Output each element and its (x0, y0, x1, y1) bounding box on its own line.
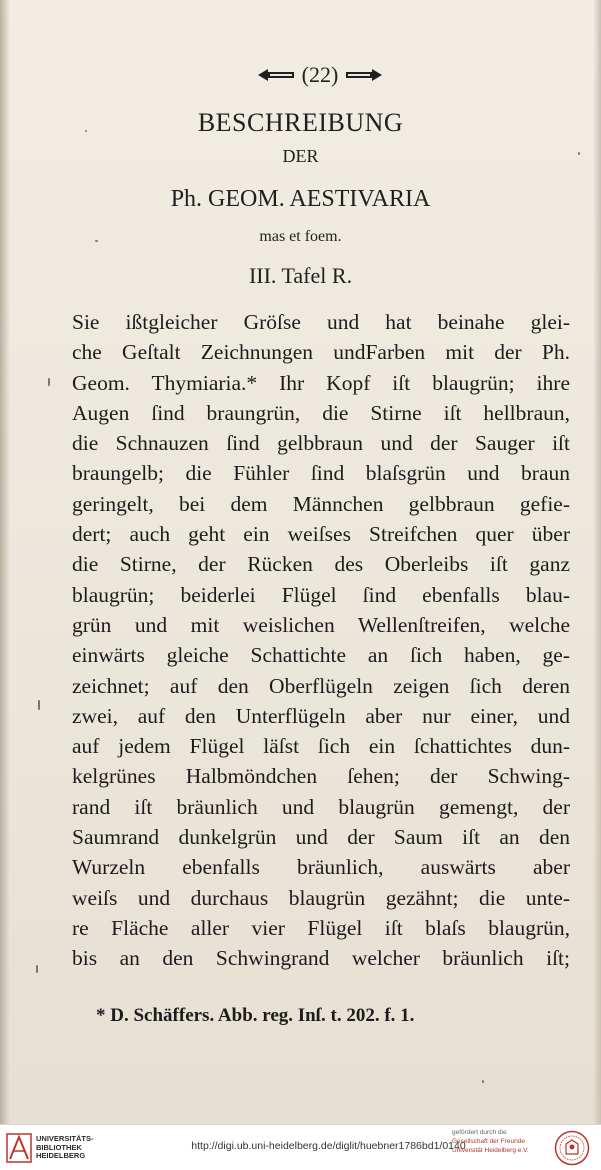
spine-shadow (0, 0, 10, 1124)
sponsor-label: gefördert durch die (452, 1129, 507, 1136)
text-line: zwei, auf den Unterflügeln aber nur einer, und (72, 703, 570, 728)
text-line: che Geſtalt Zeichnungen undFarben mit der Ph. (72, 340, 570, 365)
heading-der: DER (282, 146, 319, 166)
text-line: dert; auch geht ein weiſses Streifchen quer über (72, 522, 570, 547)
text-line: die Stirne, der Rücken des Oberleibs iſt ganz (72, 552, 570, 577)
text-line: zeichnet; auf den Oberflügeln zeigen ſich deren (72, 673, 570, 698)
text-line: Geom. Thymiaria.* Ihr Kopf iſt blaugrün; ihre (72, 370, 570, 395)
text-line: Wurzeln ebenfalls bräunlich, auswärts aber (72, 855, 570, 880)
text-line: geringelt, bei dem Männchen gelbbraun gefie- (72, 491, 570, 516)
text-line: braungelb; die Fühler ſind blaſsgrün und braun (72, 461, 570, 486)
text-line: einwärts gleiche Schattichte an ſich haben, ge- (72, 643, 570, 668)
library-name-line: HEIDELBERG (36, 1151, 86, 1160)
heading-plate: III. Tafel R. (248, 263, 353, 288)
text-line: grün und mit weislichen Wellenſtreifen, welche (72, 612, 570, 637)
text-line: die Schnauzen ſind gelbbraun und der Sauger iſt (72, 431, 570, 456)
hand-pointing-right-icon (256, 67, 296, 83)
page-number-text: (22) (301, 62, 339, 87)
text-line: rand iſt bräunlich und blaugrün gemengt, der (72, 794, 570, 819)
heading-species: Ph. GEOM. AESTIVARIA (170, 186, 431, 212)
footnote: * D. Schäffers. Abb. reg. Inſ. t. 202. f. 1. (96, 1005, 415, 1026)
library-name-line: BIBLIOTHEK (36, 1142, 82, 1152)
page-edge (593, 0, 601, 1124)
university-seal-icon[interactable] (554, 1130, 590, 1166)
text-line: blaugrün; beiderlei Flügel ſind ebenfalls blau- (72, 582, 570, 607)
body-paragraph (72, 307, 570, 974)
viewer-footer (0, 1124, 601, 1170)
text-line: auf jedem Flügel läſst ſich ein ſchattichtes dun- (72, 734, 570, 759)
sponsor-org-line1: Gesellschaft der Freunde (452, 1138, 525, 1145)
heading-title: BESCHREIBUNG (197, 108, 404, 137)
text-line: bis an den Schwingrand welcher bräunlich iſt; (72, 946, 570, 971)
page-number (240, 60, 400, 90)
text-line: Augen ſind braungrün, die Stirne iſt hellbraun, (72, 400, 570, 425)
text-line: kelgrünes Halbmöndchen ſehen; der Schwing- (72, 764, 570, 789)
sponsor-block[interactable] (452, 1128, 529, 1155)
text-line: Sie ißtgleicher Gröſse und hat beinahe glei- (72, 310, 570, 334)
text-line: Saumrand dunkelgrün und der Saum iſt an den (72, 825, 570, 850)
heading-sex: mas et foem. (259, 228, 342, 245)
library-name-line: UNIVERSITÄTS- (36, 1134, 94, 1143)
text-line: re Fläche aller vier Flügel iſt blaſs blaugrün, (72, 915, 570, 940)
hand-pointing-left-icon (344, 67, 384, 83)
permalink-url[interactable]: http://digi.ub.uni-heidelberg.de/diglit/huebner1786bd1/0140 (191, 1140, 466, 1152)
sponsor-org-line2: Universität Heidelberg e.V. (452, 1147, 529, 1154)
text-line: weiſs und durchaus blaugrün gezähnt; die unte- (72, 885, 570, 910)
